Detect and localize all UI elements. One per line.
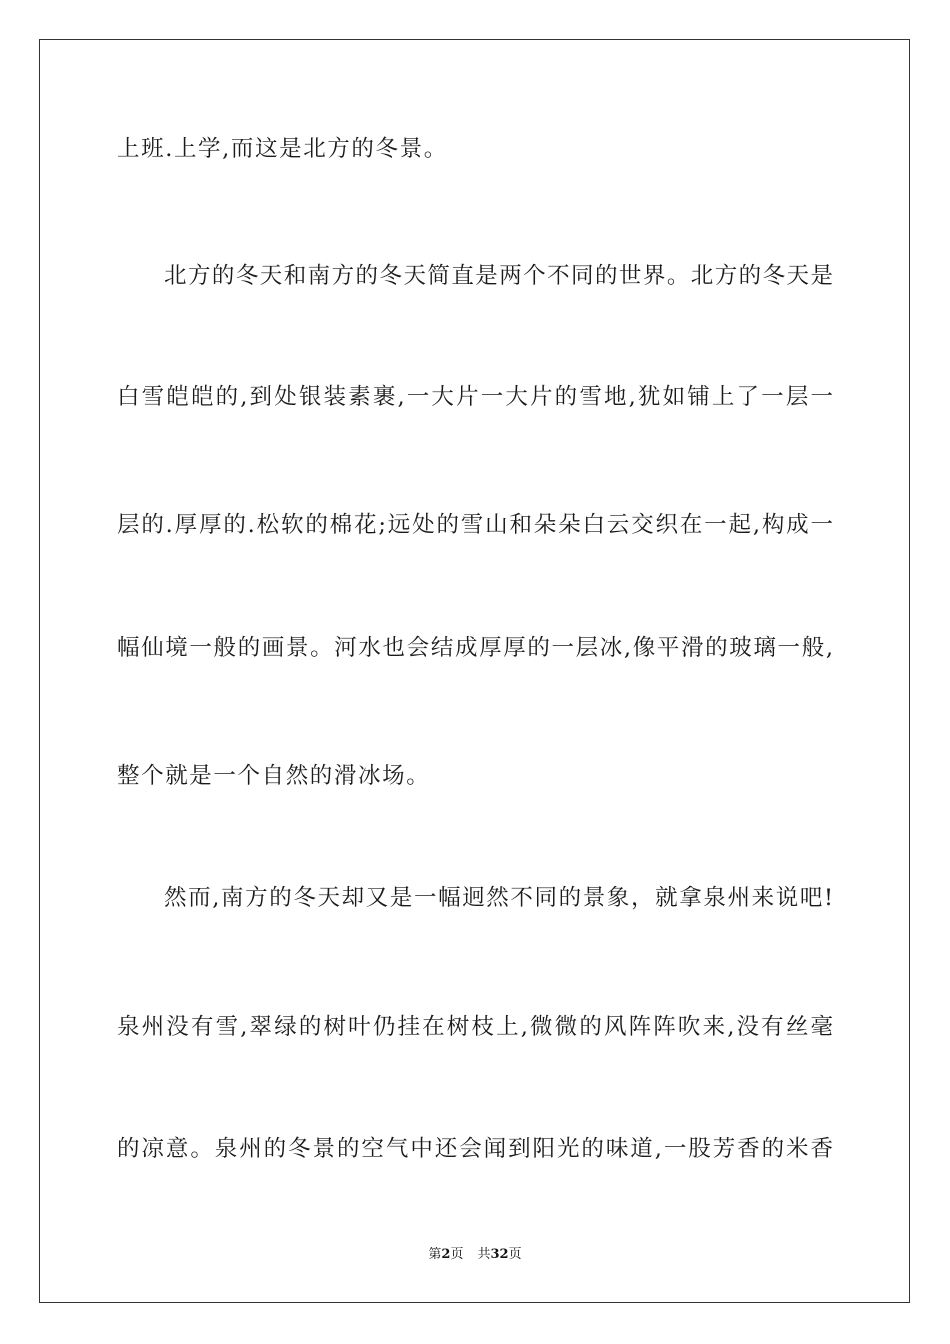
paragraph-2-line-2: 白雪皑皑的,到处银装素裹,一大片一大片的雪地,犹如铺上了一层一 [117,384,833,410]
paragraph-2-line-4: 幅仙境一般的画景。河水也会结成厚厚的一层冰,像平滑的玻璃一般, [117,635,833,661]
footer-total-prefix: 共 [477,1247,491,1262]
paragraph-2-line-3: 层的.厚厚的.松软的棉花;远处的雪山和朵朵白云交织在一起,构成一 [117,512,833,538]
paragraph-2-line-5: 整个就是一个自然的滑冰场。 [117,763,431,789]
footer-page-number: 2 [441,1247,451,1262]
footer-page-prefix: 第 [428,1247,442,1262]
paragraph-3-line-3: 的凉意。泉州的冬景的空气中还会闻到阳光的味道,一股芳香的米香 [117,1136,833,1162]
footer-total-suffix: 页 [508,1247,522,1262]
footer-page-suffix: 页 [450,1247,464,1262]
paragraph-2-line-1: 北方的冬天和南方的冬天简直是两个不同的世界。北方的冬天是 [164,263,833,289]
paragraph-3-line-1: 然而,南方的冬天却又是一幅迥然不同的景象，就拿泉州来说吧! [164,885,833,911]
page-footer [0,1246,950,1264]
footer-total-pages: 32 [490,1247,509,1262]
paragraph-3-line-2: 泉州没有雪,翠绿的树叶仍挂在树枝上,微微的风阵阵吹来,没有丝毫 [117,1014,833,1040]
text-line-1: 上班.上学,而这是北方的冬景。 [117,136,448,162]
page-border [39,39,910,1303]
